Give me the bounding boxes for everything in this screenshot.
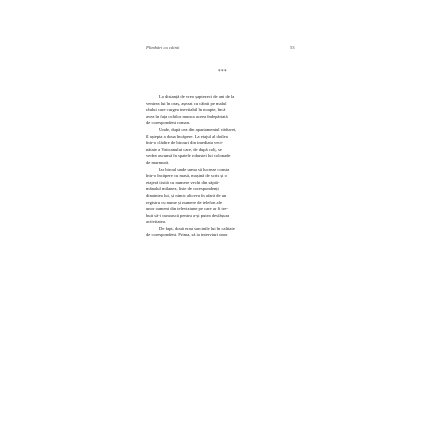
text-line: într-o încăpere cu masă, mașină de scris și o: [146, 173, 227, 179]
text-line: de corespondent roman.: [146, 120, 191, 126]
text-line: registru cu nume și numere de telefon ale: [146, 199, 222, 205]
text-line: râului care curgea inevitabil în noapte, încă: [146, 107, 226, 113]
running-header-title: Plimbări cu câinii: [146, 45, 180, 50]
text-line: vedea ascunsă în spatele robustei lui colonade: [146, 153, 231, 159]
text-line: venirea lui în oraș, așezat cu câinii pe malul: [146, 100, 227, 106]
text-line: îl aștepta a doua încăpere. La etajul al doilea: [146, 133, 228, 139]
text-line: buit să-i cunoască pentru a-și putea desfășura: [146, 212, 230, 218]
text-line: de corespondent. Prima, să ia interviuri unor: [146, 232, 228, 238]
page-number: 53: [290, 45, 295, 50]
body-text: [146, 94, 297, 239]
text-line: nătate a Vaticanului care, de după colț, se: [146, 146, 222, 152]
text-line: mânalul milanez, liste de corespondenți: [146, 186, 219, 192]
text-line: dinaintea lui, și nimic altceva în afară de un: [146, 192, 227, 198]
text-line: Unde, după cea din apartamentul văduvei,: [159, 126, 237, 132]
text-line: într-o clădire de birouri din imediata veci-: [146, 140, 224, 146]
text-line: unor oameni din televiziune pe care ar fi tre-: [146, 206, 228, 212]
text-line: de marmură.: [146, 159, 170, 165]
text-line: La distanță de vreo șaptezeci de ani de la: [159, 94, 235, 99]
text-line: De fapt, două erau sarcinile lui în calitate: [159, 225, 235, 231]
text-line: Iar biroul unde urma să lucreze consta: [159, 166, 230, 172]
section-separator: ***: [218, 69, 227, 75]
text-line: avea în fața ochilor munca aceea îndepărtată: [146, 113, 228, 119]
text-line: etajeră tixită cu numere vechi din săptă-: [146, 179, 220, 185]
text-line: activitatea.: [146, 219, 167, 225]
